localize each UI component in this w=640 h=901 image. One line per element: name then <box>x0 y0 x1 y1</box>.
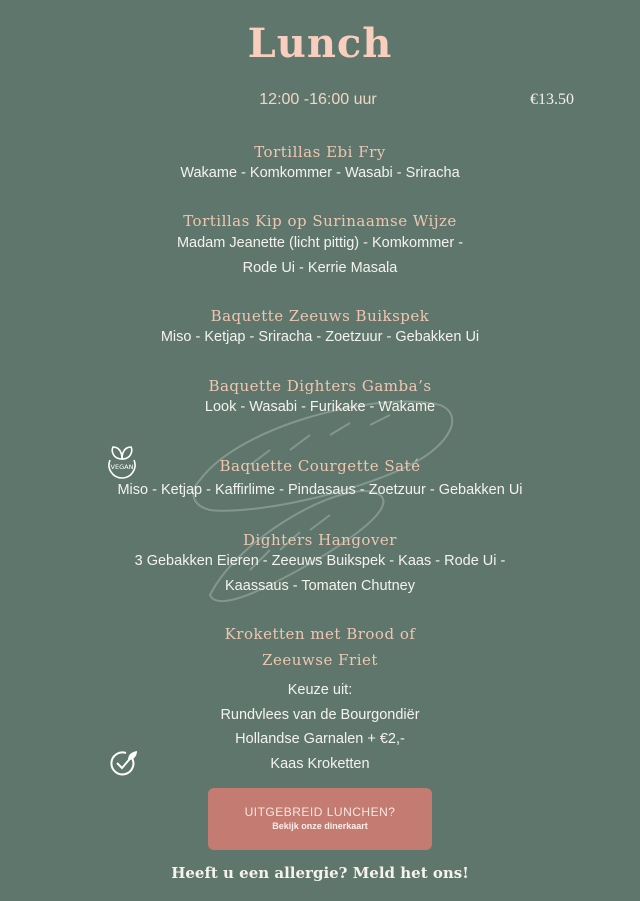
dinner-menu-button[interactable] <box>208 788 432 850</box>
lunch-price: €13.50 <box>530 91 574 108</box>
item-description: Madam Jeanette (licht pittig) - Komkommer - <box>176 235 464 251</box>
item-description: Look - Wasabi - Furikake - Wakame <box>204 399 436 415</box>
svg-text:VEGAN: VEGAN <box>110 463 134 471</box>
page-title: Lunch <box>247 20 393 67</box>
item-description: Wakame - Komkommer - Wasabi - Sriracha <box>180 165 460 181</box>
item-description: Rode Ui - Kerrie Masala <box>242 260 398 276</box>
item-description: Hollandse Garnalen + €2,- <box>235 731 405 747</box>
item-title: Baquette Zeeuws Buikspek <box>210 307 430 325</box>
item-title: Baquette Dighters Gamba’s <box>208 377 432 395</box>
item-description: Miso - Ketjap - Kaffirlime - Pindasaus - Zoetzuur - Gebakken Ui <box>117 482 523 498</box>
item-title: Dighters Hangover <box>243 531 397 549</box>
cta-title: UITGEBREID LUNCHEN? <box>244 805 396 819</box>
item-description: 3 Gebakken Eieren - Zeeuws Buikspek - Kaas - Rode Ui - <box>134 553 506 569</box>
item-description: Kaassaus - Tomaten Chutney <box>225 578 415 594</box>
item-title: Tortillas Kip op Surinaamse Wijze <box>183 212 457 230</box>
item-title: Kroketten met Brood of <box>224 625 416 643</box>
item-description: Keuze uit: <box>287 682 353 698</box>
lunch-hours: 12:00 -16:00 uur <box>259 91 377 108</box>
item-description: Rundvlees van de Bourgondiër <box>220 707 420 723</box>
item-description: Miso - Ketjap - Sriracha - Zoetzuur - Gebakken Ui <box>160 329 480 345</box>
item-title: Zeeuwse Friet <box>262 651 378 669</box>
cta-subtitle: Bekijk onze dinerkaart <box>272 821 368 831</box>
item-description: Kaas Kroketten <box>270 756 370 772</box>
leaf-check-icon <box>110 750 138 776</box>
allergy-notice: Heeft u een allergie? Meld het ons! <box>171 864 469 882</box>
item-title: Baquette Courgette Saté <box>219 457 421 475</box>
item-title: Tortillas Ebi Fry <box>254 143 386 161</box>
